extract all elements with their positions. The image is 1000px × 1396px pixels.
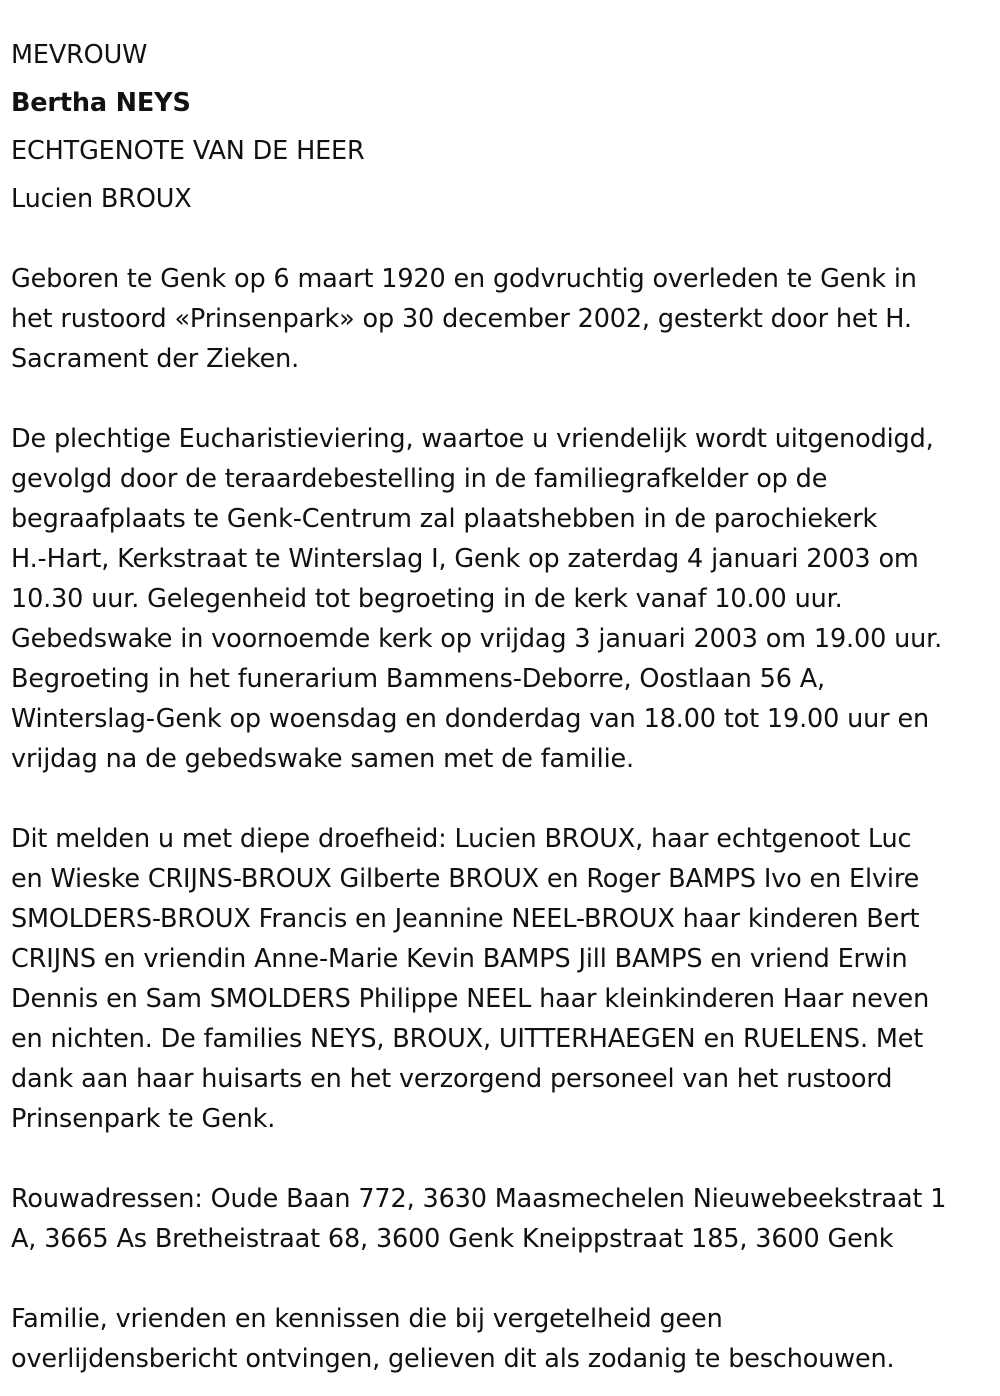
text-line: Dennis en Sam SMOLDERS Philippe NEEL haar kleinkinderen Haar neven — [11, 984, 930, 1014]
text-line: overlijdensbericht ontvingen, gelieven dit als zodanig te beschouwen. — [11, 1344, 895, 1374]
spouse-name: Lucien BROUX — [11, 184, 192, 214]
text-line: A, 3665 As Bretheistraat 68, 3600 Genk Kneippstraat 185, 3600 Genk — [11, 1224, 894, 1254]
text-line: en nichten. De families NEYS, BROUX, UITTERHAEGEN en RUELENS. Met — [11, 1024, 924, 1054]
text-line: vrijdag na de gebedswake samen met de familie. — [11, 744, 634, 774]
text-line: CRIJNS en vriendin Anne-Marie Kevin BAMPS Jill BAMPS en vriend Erwin — [11, 944, 908, 974]
closing-paragraph — [11, 1299, 996, 1379]
ceremony-paragraph — [11, 419, 996, 779]
text-line: 10.30 uur. Gelegenheid tot begroeting in de kerk vanaf 10.00 uur. — [11, 584, 843, 614]
text-line: begraafplaats te Genk-Centrum zal plaatshebben in de parochiekerk — [11, 504, 878, 534]
text-line: Dit melden u met diepe droefheid: Lucien BROUX, haar echtgenoot Luc — [11, 824, 912, 854]
salutation: MEVROUW — [11, 40, 148, 70]
deceased-name: Bertha NEYS — [11, 88, 191, 118]
text-line: Rouwadressen: Oude Baan 772, 3630 Maasmechelen Nieuwebeekstraat 1 — [11, 1184, 947, 1214]
text-line: Sacrament der Zieken. — [11, 344, 300, 374]
text-line: Gebedswake in voornoemde kerk op vrijdag 3 januari 2003 om 19.00 uur. — [11, 624, 943, 654]
text-line: De plechtige Eucharistieviering, waartoe u vriendelijk wordt uitgenodigd, — [11, 424, 934, 454]
text-line: SMOLDERS-BROUX Francis en Jeannine NEEL-BROUX haar kinderen Bert — [11, 904, 920, 934]
text-line: en Wieske CRIJNS-BROUX Gilberte BROUX en Roger BAMPS Ivo en Elvire — [11, 864, 920, 894]
text-line: Familie, vrienden en kennissen die bij vergetelheid geen — [11, 1304, 723, 1334]
text-line: dank aan haar huisarts en het verzorgend personeel van het rustoord — [11, 1064, 893, 1094]
text-line: H.-Hart, Kerkstraat te Winterslag I, Genk op zaterdag 4 januari 2003 om — [11, 544, 919, 574]
family-paragraph — [11, 819, 996, 1139]
relation-line: ECHTGENOTE VAN DE HEER — [11, 136, 365, 166]
text-line: Begroeting in het funerarium Bammens-Deborre, Oostlaan 56 A, — [11, 664, 825, 694]
text-line: Prinsenpark te Genk. — [11, 1104, 276, 1134]
text-line: het rustoord «Prinsenpark» op 30 december 2002, gesterkt door het H. — [11, 304, 912, 334]
addresses-paragraph — [11, 1179, 996, 1259]
text-line: Geboren te Genk op 6 maart 1920 en godvruchtig overleden te Genk in — [11, 264, 917, 294]
text-line: Winterslag-Genk op woensdag en donderdag van 18.00 tot 19.00 uur en — [11, 704, 929, 734]
birth-death-paragraph — [11, 259, 996, 379]
text-line: gevolgd door de teraardebestelling in de familiegrafkelder op de — [11, 464, 828, 494]
